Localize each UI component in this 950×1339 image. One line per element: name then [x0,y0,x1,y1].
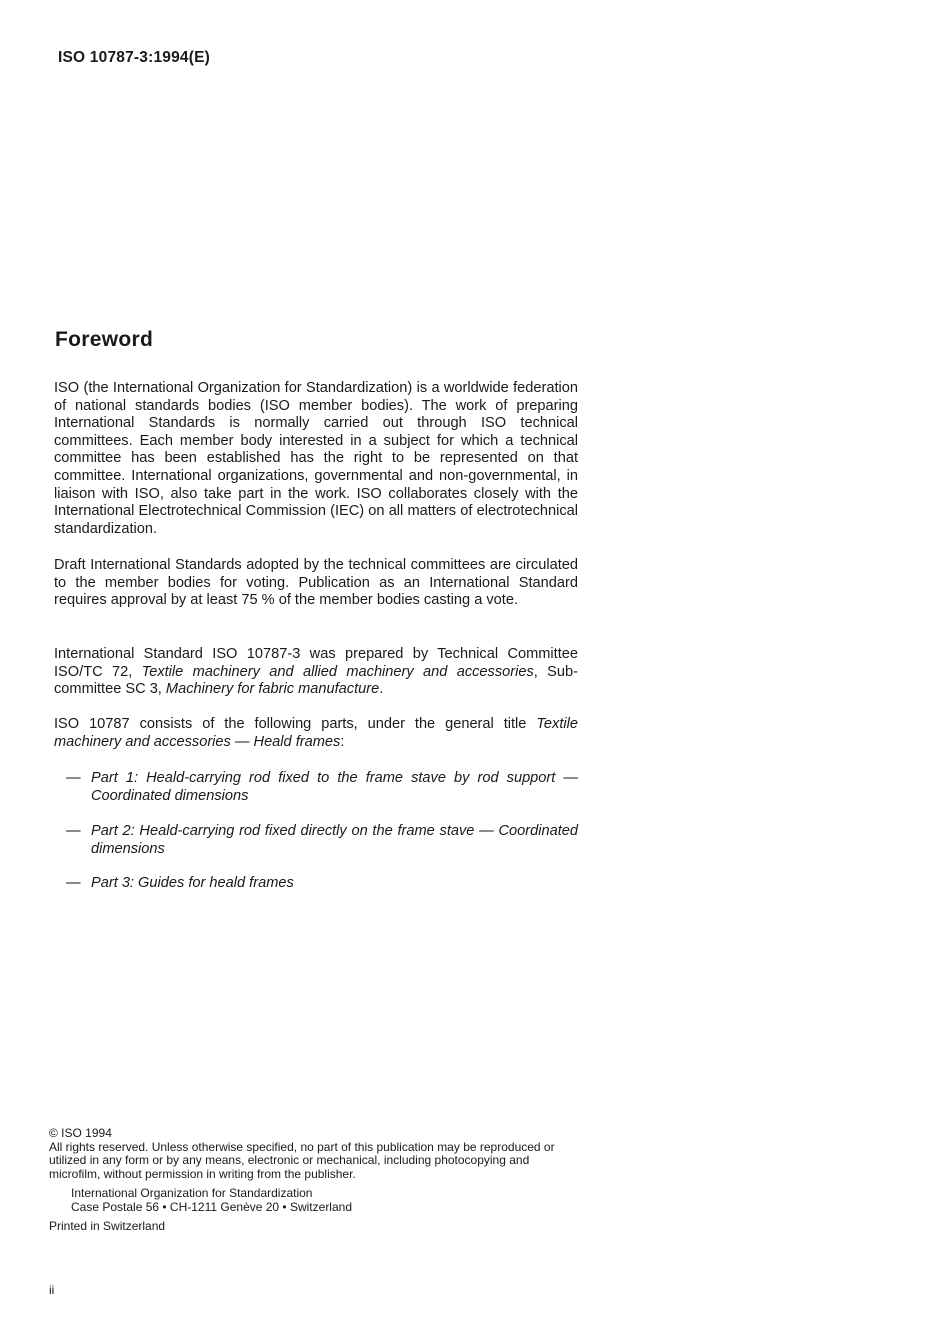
list-dash: — [66,823,81,839]
printed-location: Printed in Switzerland [49,1218,166,1233]
p3-text-a: International Standard ISO 10787-3 was prepared by Technical Committee ISO/TC 72, [54,646,578,680]
part-2-text: Part 2: Heald-carrying rod fixed directly on the frame stave — Coordinated dimensions [91,823,578,857]
p3-text-e: . [379,681,384,698]
list-item [66,875,578,893]
subcommittee-title: Machinery for fabric manufacture [165,681,380,698]
page-number: ii [49,1283,55,1297]
foreword-paragraph-2: Draft International Standards adopted by the technical committees are circulated to the member bodies for voting. Publication as an International Standard requires approval by at least 75 % of the member bodies casting a vote. [54,557,578,609]
document-id-header: ISO 10787-3:1994(E) [58,49,210,66]
org-address: Case Postale 56 • CH-1211 Genève 20 • Switzerland [71,1199,352,1214]
part-1-text: Part 1: Heald-carrying rod fixed to the frame stave by rod support — Coordinated dimensions [91,770,578,804]
list-item [66,770,578,805]
foreword-paragraph-1: ISO (the International Organization for Standardization) is a worldwide federation of national standards bodies (ISO member bodies). The work of preparing International Standards is normally carried out through ISO technical committees. Each member body interested in a subject for which a technical committee has been established has the right to be represented on that committee. International organizations, governmental and non-governmental, in liaison with ISO, also take part in the work. ISO collaborates closely with the International Electrotechnical Commission (IEC) on all matters of electrotechnical standardization. [54,380,578,537]
p4-text-c: : [340,733,345,750]
foreword-paragraph-4 [54,716,578,751]
p3-text-c: , Sub-committee SC 3, [54,663,579,698]
rights-notice: All rights reserved. Unless otherwise specified, no part of this publication may be reproduced or utilized in any form or by any means, electronic or mechanical, including photocopying and microfilm, without permission in writing from the publisher. [49,1139,555,1181]
list-dash: — [66,770,81,786]
copyright-line: © ISO 1994 [49,1126,112,1140]
copyright-block [49,1127,579,1233]
committee-title: Textile machinery and allied machinery and accessories [141,663,534,680]
p4-text-a: ISO 10787 consists of the following parts, under the general title [54,716,537,732]
org-name: International Organization for Standardization [71,1186,313,1201]
foreword-title: Foreword [55,328,154,351]
list-item [66,823,578,858]
general-title: Textile machinery and accessories — Heald frames [54,716,578,750]
part-3-text: Part 3: Guides for heald frames [91,875,294,891]
list-dash: — [66,875,81,891]
foreword-paragraph-3 [54,646,578,699]
